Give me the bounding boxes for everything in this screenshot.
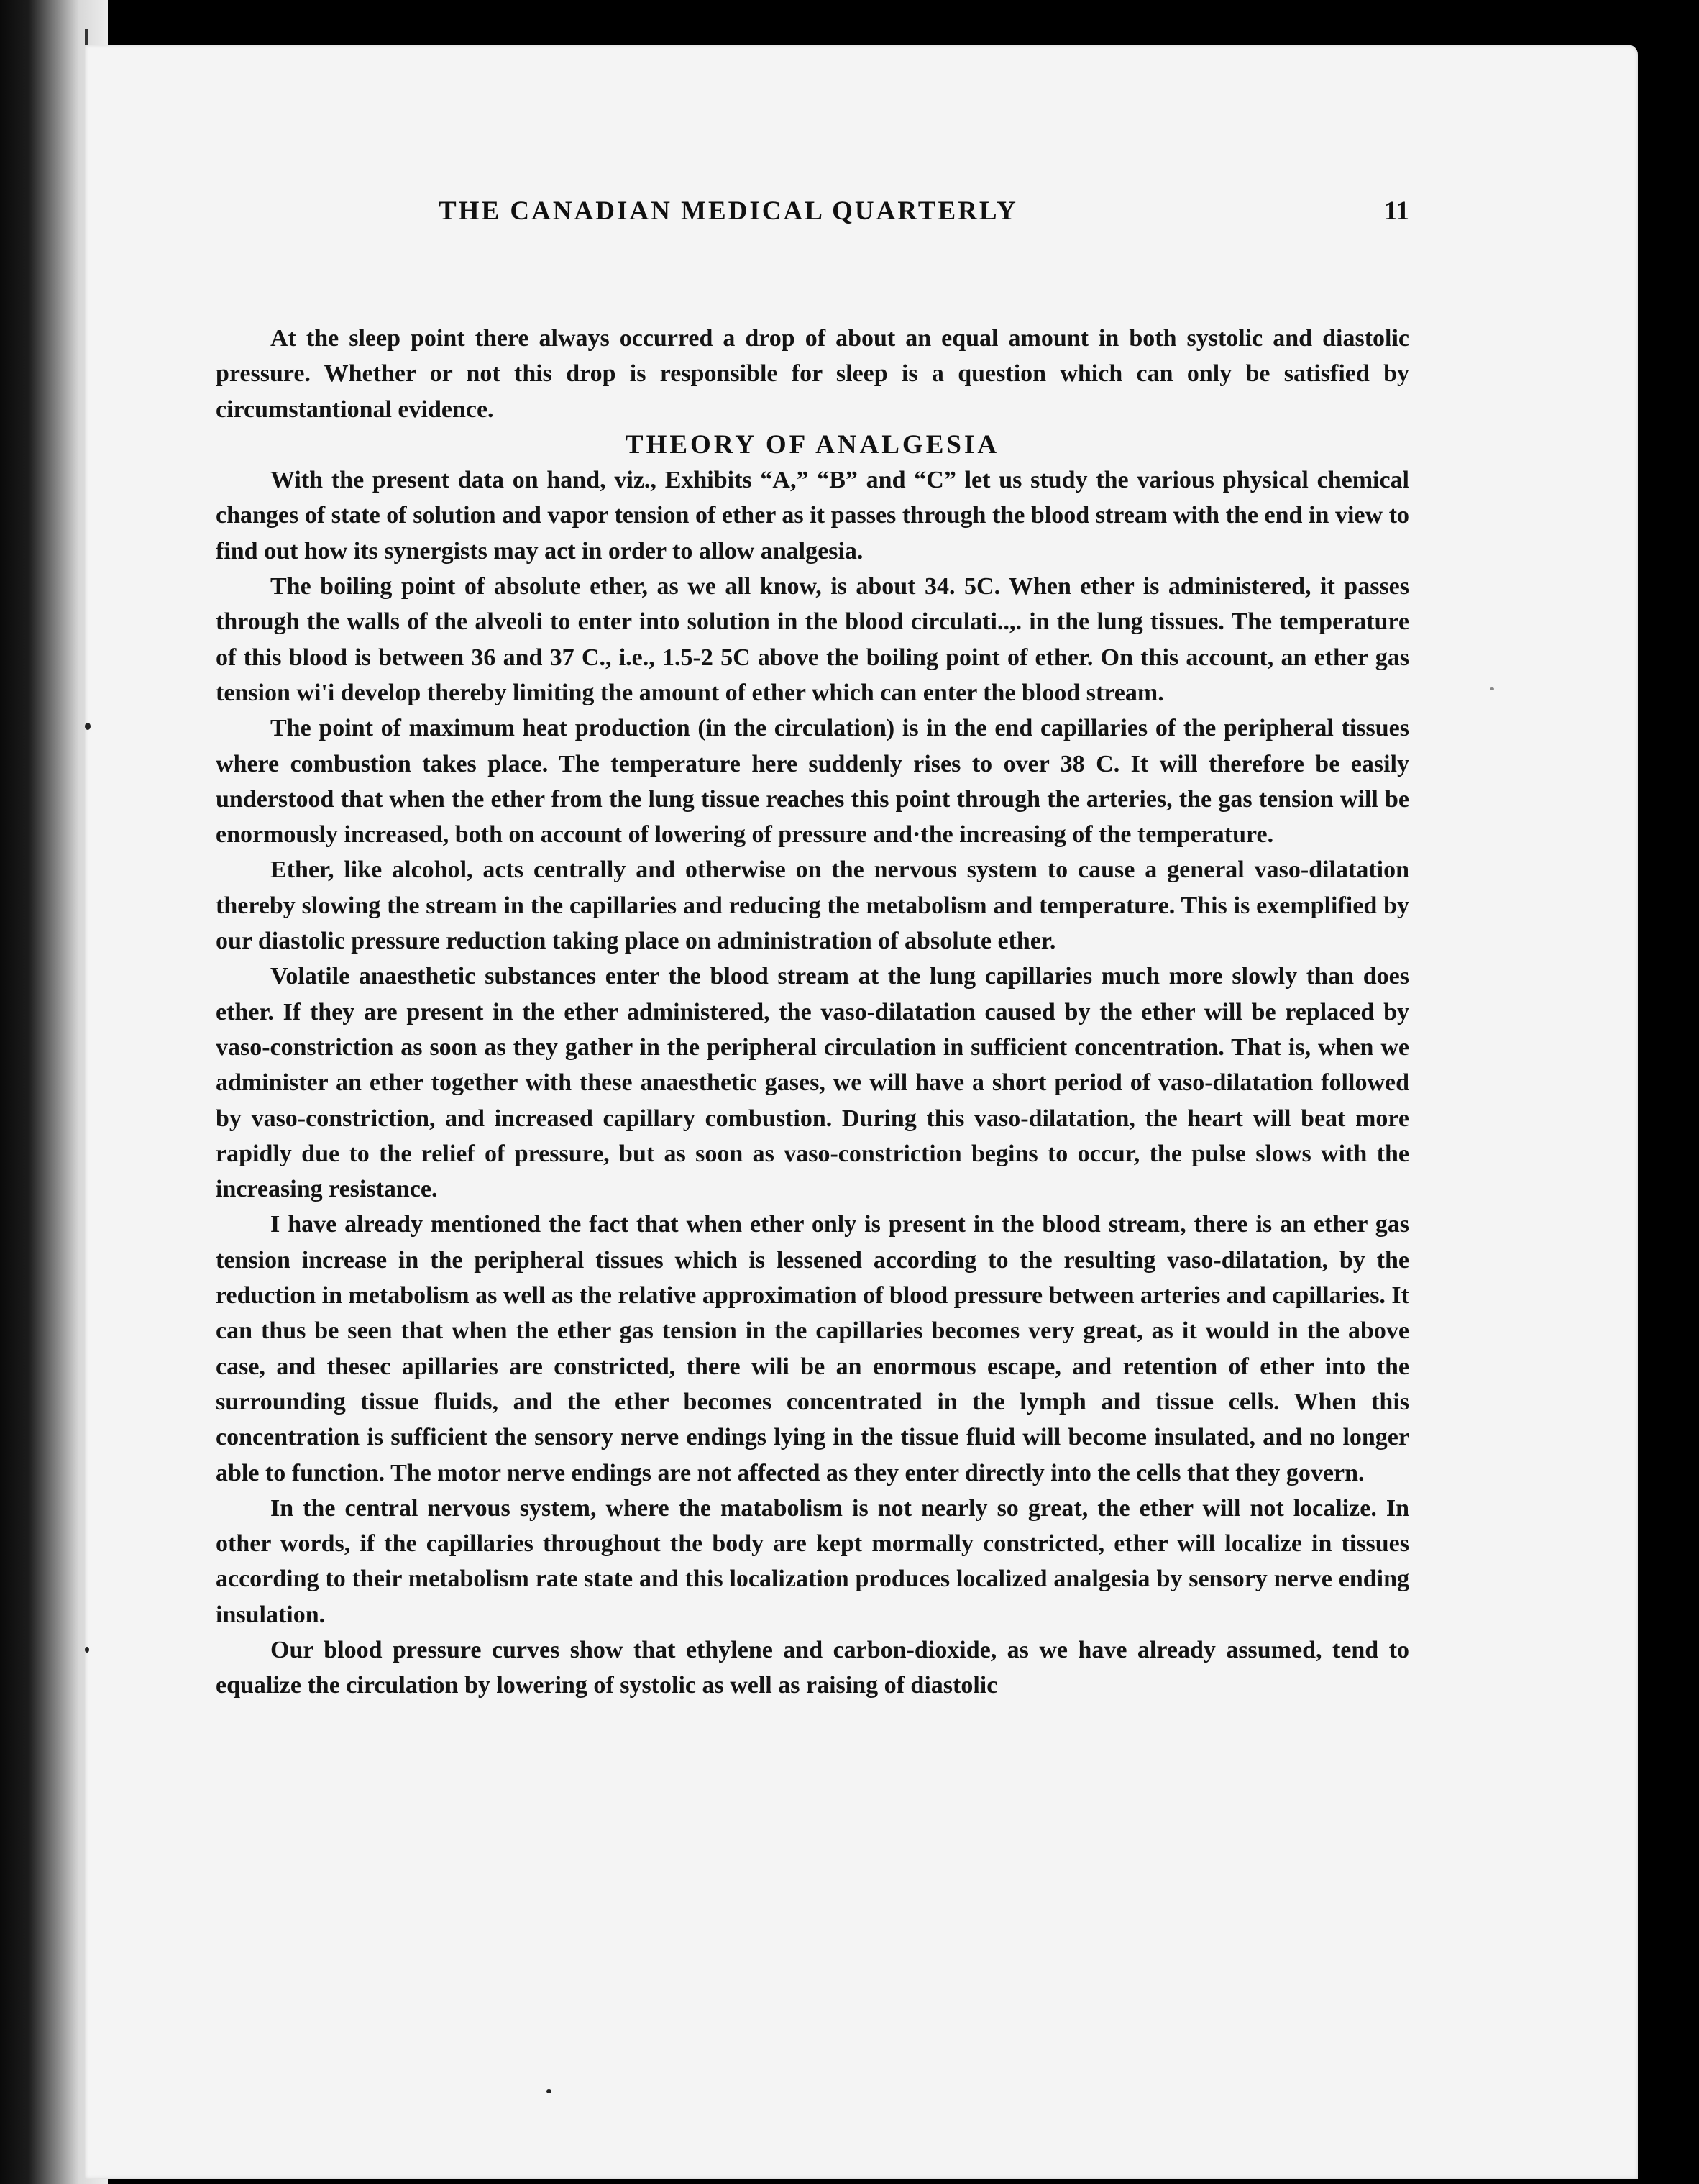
scan-speck xyxy=(85,723,91,730)
paragraph: Our blood pressure curves show that ethylene and carbon-dioxide, as we have already assumed, tend to equalize the circulation by lowering of systolic as well as raising of diastolic xyxy=(216,1636,1409,1699)
paragraph: Volatile anaesthetic substances enter the blood stream at the lung capillaries much more slowly than does ether. If they are present in the ether administered, the vaso-dilatation caused by the ether will be replaced by vaso-constriction as soon as they gather in the peripheral circulation in sufficient concentration. That is, when we administer an ether together with these anaesthetic gases, we will have a short period of vaso-dilatation followed by vaso-constriction, and increased capillary combustion. During this vaso-dilatation, the heart will beat more rapidly due to the relief of pressure, but as soon as vaso-constriction begins to occur, the pulse slows with the increasing resistance. xyxy=(216,963,1409,1203)
body-text xyxy=(216,321,1409,1704)
paragraph-sleep-point: At the sleep point there always occurred a drop of about an equal amount in both systolic and diastolic pressure. Whether or not this drop is responsible for sleep is a question which can only be satisfied by circumstantional evidence. xyxy=(216,325,1409,423)
paragraph: In the central nervous system, where the matabolism is not nearly so great, the ether will not localize. In other words, if the capillaries throughout the body are kept mormally constricted, ether will localize in tissues according to their metabolism rate state and this localization produces localized analgesia by sensory nerve ending insulation. xyxy=(216,1494,1409,1628)
paragraph: Ether, like alcohol, acts centrally and otherwise on the nervous system to cause a general vaso-dilatation thereby slowing the stream in the capillaries and reducing the metabolism and temperature. This is exemplified by our diastolic pressure reduction taking place on administration of absolute ether. xyxy=(216,856,1409,955)
paragraph: The point of maximum heat production (in the circulation) is in the end capillaries of the peripheral tissues where combustion takes place. The temperature here suddenly rises to over 38 C. It will therefore be easily understood that when the ether from the lung tissue reaches this point through the arteries, the gas tension will be enormously increased, both on account of lowering of pressure and·the increasing of the temperature. xyxy=(216,715,1409,849)
scan-speck xyxy=(1490,687,1494,690)
scan-speck xyxy=(85,1647,89,1653)
running-title: THE CANADIAN MEDICAL QUARTERLY xyxy=(439,196,1018,226)
paragraph: I have already mentioned the fact that when ether only is present in the blood stream, there is an ether gas tension increase in the peripheral tissues which is lessened according to the resulting vaso-dilatation, by the reduction in metabolism as well as the relative approximation of blood pressure between arteries and capillaries. It can thus be seen that when the ether gas tension in the capillaries becomes very great, as it would in the above case, and thesec apillaries are constricted, there wili be an enormous escape, and retention of ether into the surrounding tissue fluids, and the ether becomes concentrated in the lymph and tissue cells. When this concentration is sufficient the sensory nerve endings lying in the tissue fluid will become insulated, and no longer able to function. The motor nerve endings are not affected as they enter directly into the cells that they govern. xyxy=(216,1211,1409,1486)
scan-speck xyxy=(546,2089,551,2093)
paragraph: The boiling point of absolute ether, as we all know, is about 34. 5C. When ether is administered, it passes through the walls of the alveoli to enter into solution in the blood circulati..,. in the lung tissues. The temperature of this blood is between 36 and 37 C., i.e., 1.5-2 5C above the boiling point of ether. On this account, an ether gas tension wi'i develop thereby limiting the amount of ether which can enter the blood stream. xyxy=(216,573,1409,706)
section-heading: THEORY OF ANALGESIA xyxy=(625,429,1000,460)
running-head xyxy=(216,196,1409,232)
page-number: 11 xyxy=(1384,196,1409,226)
paragraph: With the present data on hand, viz., Exhibits “A,” “B” and “C” let us study the various physical chemical changes of state of solution and vapor tension of ether as it passes through the blood stream with the end in view to find out how its synergists may act in order to allow analgesia. xyxy=(216,467,1409,565)
